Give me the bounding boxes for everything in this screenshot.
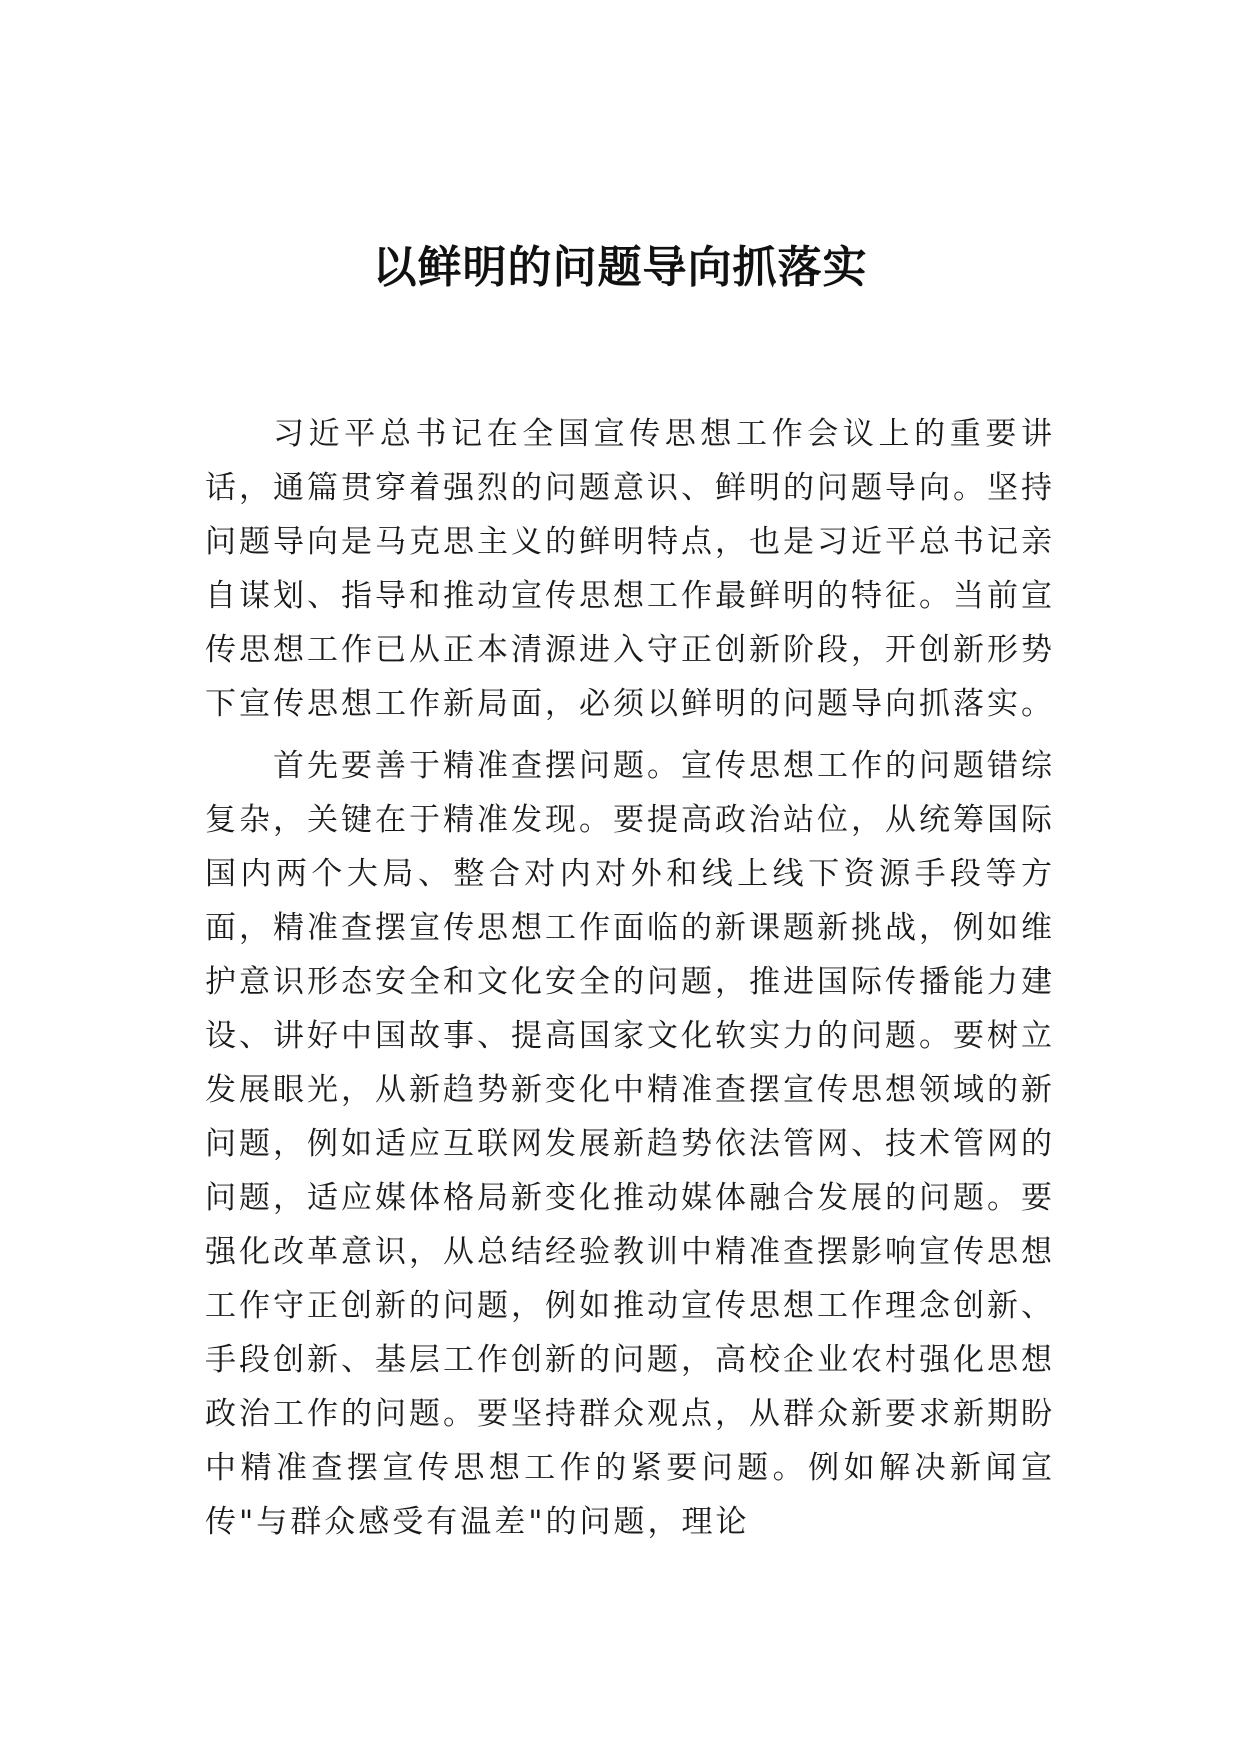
body-paragraph-2: 首先要善于精准查摆问题。宣传思想工作的问题错综复杂，关键在于精准发现。要提高政治站位，从统筹国际国内两个大局、整合对内对外和线上线下资源手段等方面，精准查摆宣传思想工作面临的新课题新挑战，例如维护意识形态安全和文化安全的问题，推进国际传播能力建设、讲好中国故事、提高国家文化软实力的问题。要树立发展眼光，从新趋势新变化中精准查摆宣传思想领域的新问题，例如适应互联网发展新趋势依法管网、技术管网的问题，适应媒体格局新变化推动媒体融合发展的问题。要强化改革意识，从总结经验教训中精准查摆影响宣传思想工作守正创新的问题，例如推动宣传思想工作理念创新、手段创新、基层工作创新的问题，高校企业农村强化思想政治工作的问题。要坚持群众观点，从群众新要求新期盼中精准查摆宣传思想工作的紧要问题。例如解决新闻宣传"与群众感受有温差"的问题，理论 (205, 748, 1055, 1540)
document-body (205, 407, 1055, 1549)
document-title: 以鲜明的问题导向抓落实 (372, 242, 868, 293)
body-paragraph-1: 习近平总书记在全国宣传思想工作会议上的重要讲话，通篇贯穿着强烈的问题意识、鲜明的问题导向。坚持问题导向是马克思主义的鲜明特点，也是习近平总书记亲自谋划、指导和推动宣传思想工作最鲜明的特征。当前宣传思想工作已从正本清源进入守正创新阶段，开创新形势下宣传思想工作新局面，必须以鲜明的问题导向抓落实。 (205, 416, 1055, 722)
